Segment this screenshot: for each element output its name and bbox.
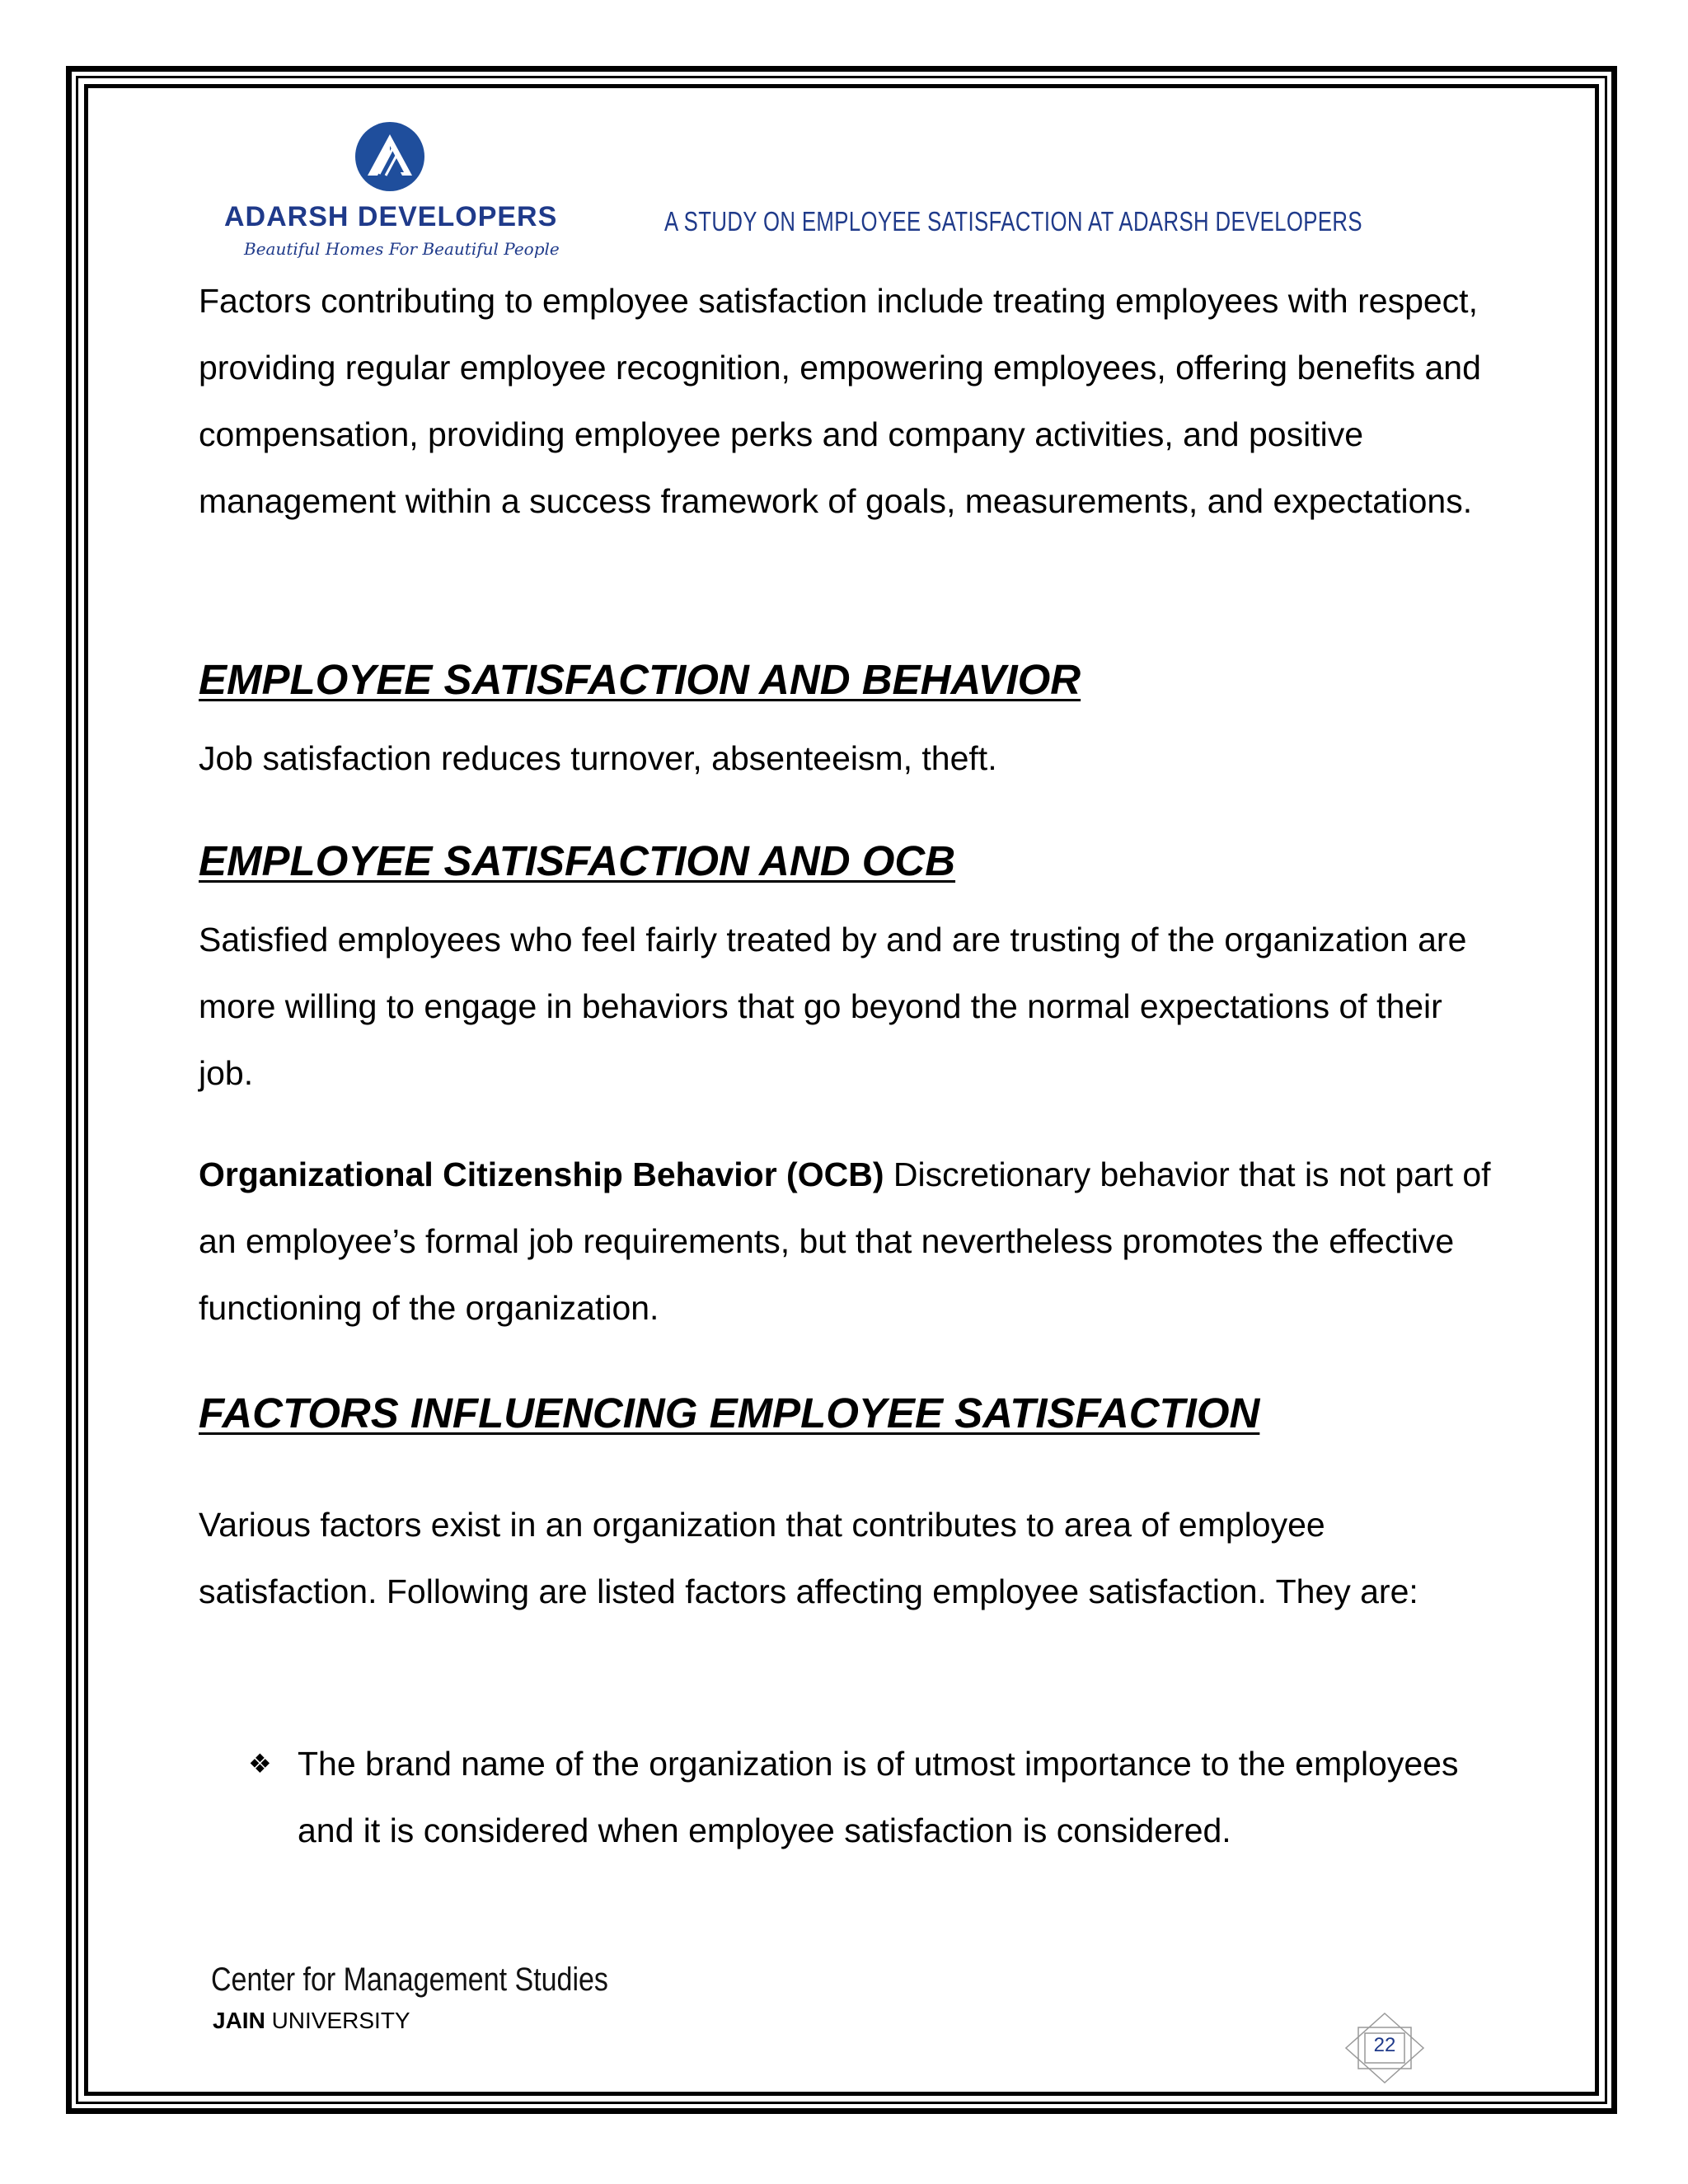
company-tagline: Beautiful Homes For Beautiful People xyxy=(244,239,560,259)
ocb-definition-text: Discretionary behavior that is not part of an employee’s formal job requirements, but that nevertheless promotes the effective functioning of the organization. xyxy=(199,1155,1491,1327)
section-text-ocb: Satisfied employees who feel fairly treated by and are trusting of the organization are more willing to engage in behaviors that go beyond the normal expectations of their job. xyxy=(199,921,1467,1092)
section-text-factors: Various factors exist in an organization that contributes to area of employee satisfaction. Following are listed factors affecting employee satisfaction. They are: xyxy=(199,1506,1418,1610)
footer-center-name: Center for Management Studies xyxy=(211,1961,608,1998)
company-name: ADARSH DEVELOPERS xyxy=(224,201,558,232)
ocb-definition-term: Organizational Citizenship Behavior (OCB) xyxy=(199,1155,884,1193)
section-heading-behavior: EMPLOYEE SATISFACTION AND BEHAVIOR xyxy=(199,656,1081,703)
section-heading-factors: FACTORS INFLUENCING EMPLOYEE SATISFACTION xyxy=(199,1390,1260,1436)
section-heading-ocb: EMPLOYEE SATISFACTION AND OCB xyxy=(199,837,956,884)
footer-university-rest: UNIVERSITY xyxy=(265,2008,410,2033)
intro-paragraph: Factors contributing to employee satisfaction include treating employees with respect, providing regular employee recognition, empowering employees, offering benefits and compensation, providing employee perks and company activities, and positive management within a success framework of goals, measurements, and expectations. xyxy=(199,282,1481,520)
report-title: A STUDY ON EMPLOYEE SATISFACTION AT ADARSH DEVELOPERS xyxy=(664,206,1362,237)
footer-university-bold: JAIN xyxy=(213,2008,265,2033)
adarsh-logo-icon xyxy=(354,121,425,192)
list-item-text: The brand name of the organization is of utmost importance to the employees and it is considered when employee satisfaction is considered. xyxy=(298,1745,1459,1849)
page-number-badge xyxy=(1343,2011,1426,2085)
diamond-bullet-icon: ❖ xyxy=(248,1749,272,1779)
footer-university xyxy=(213,2008,410,2034)
page-number: 22 xyxy=(1373,2034,1396,2056)
ocb-definition xyxy=(199,1141,1501,1342)
list-item xyxy=(248,1731,1493,1864)
section-text-behavior: Job satisfaction reduces turnover, absenteeism, theft. xyxy=(199,739,997,777)
